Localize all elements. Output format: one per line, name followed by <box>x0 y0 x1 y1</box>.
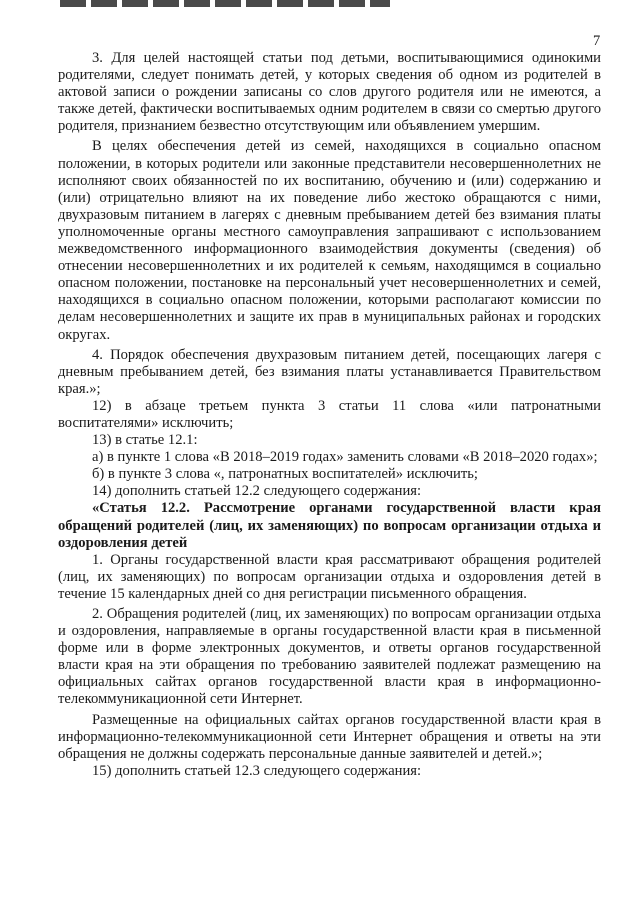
paragraph-article-12-2-item-2: 2. Обращения родителей (лиц, их заменяющих) по вопросам организации отдыха и оздоровления, направляемые в органы государственной власти края в письменной форме или в форме электронных документов, и ответы органов государственной власти края на эти обращения по требованию заявителей подлежат размещению на официальных сайтах органов государственной власти края в информационно-телекоммуникационной сети Интернет. <box>58 606 601 708</box>
article-12-2-heading: «Статья 12.2. Рассмотрение органами государственной власти края обращений родителей (лиц, их заменяющих) по вопросам организации отдыха и оздоровления детей <box>58 500 601 551</box>
document-body <box>58 50 601 780</box>
paragraph-section-3: 3. Для целей настоящей статьи под детьми, воспитывающимися одинокими родителями, следует понимать детей, у которых сведения об одном из родителей в актовой записи о рождении записаны со слов другого родителя или не имеются, а также детей, фактически воспитываемых одним родителем в связи со смертью другого родителя, признанием безвестно отсутствующим или объявлением умершим. <box>58 50 601 135</box>
paragraph-amendment-13a: а) в пункте 1 слова «В 2018–2019 годах» заменить словами «В 2018–2020 годах»; <box>92 449 598 466</box>
paragraph-article-12-2-published: Размещенные на официальных сайтах органов государственной власти края в информационно-телекоммуникационной сети Интернет обращения и ответы на эти обращения не должны содержать персональные данные заявителей и детей.»; <box>58 711 601 762</box>
paragraph-amendment-15: 15) дополнить статьей 12.3 следующего содержания: <box>92 762 422 779</box>
paragraph-article-12-2-item-1: 1. Органы государственной власти края рассматривают обращения родителей (лиц, их заменяющих) по вопросам организации отдыха и оздоровления детей в течение 15 календарных дней со дня регистрации письменного обращения. <box>58 551 601 602</box>
paragraph-amendment-14: 14) дополнить статьей 12.2 следующего содержания: <box>92 483 422 500</box>
paragraph-section-4: 4. Порядок обеспечения двухразовым питанием детей, посещающих лагеря с дневным пребыванием детей, без взимания платы устанавливается Правительством края.»; <box>58 346 601 397</box>
paragraph-amendment-12: 12) в абзаце третьем пункта 3 статьи 11 слова «или патронатными воспитателями» исключить; <box>58 397 601 431</box>
paragraph-amendment-13b: б) в пункте 3 слова «, патронатных воспитателей» исключить; <box>92 466 478 483</box>
scan-edge-artifact <box>60 0 390 7</box>
paragraph-amendment-13: 13) в статье 12.1: <box>92 432 198 449</box>
page-number: 7 <box>593 33 601 49</box>
paragraph-social-danger-families: В целях обеспечения детей из семей, находящихся в социально опасном положении, в которых родители или законные представители несовершеннолетних не исполняют своих обязанностей по их воспитанию, обучению и (или) содержанию и (или) отрицательно влияют на их поведение либо жестоко обращаются с ними, двухразовым питанием в лагерях с дневным пребыванием детей без взимания платы уполномоченные органы местного самоуправления запрашивают с использованием межведомственного информационного взаимодействия документы (сведения) об отнесении несовершеннолетних и их родителей к семьям, находящимся в социально опасном положении, постановке на персональный учет несовершеннолетних и семей, находящихся в социально опасном положении, которыми располагают комиссии по делам несовершеннолетних и защите их прав в муниципальных районах и городских округах. <box>58 138 601 343</box>
